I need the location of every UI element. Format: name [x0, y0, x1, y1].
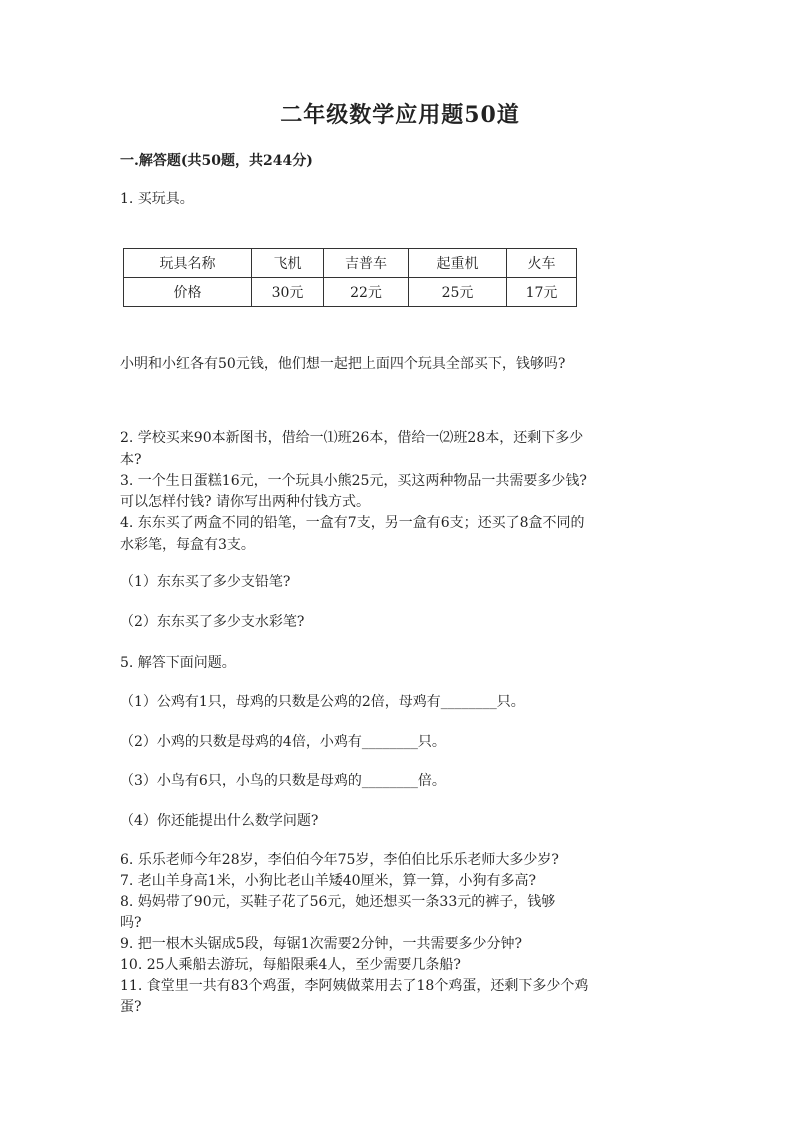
question-6: 6. 乐乐老师今年28岁，李伯伯今年75岁，李伯伯比乐乐老师大多少岁?: [120, 852, 559, 868]
table-cell: 飞机: [252, 249, 324, 278]
question-4-line-2: 水彩笔，每盒有3支。: [120, 537, 255, 553]
question-4-sub-1: （1）东东买了多少支铅笔?: [120, 574, 291, 590]
question-5-intro: 5. 解答下面问题。: [120, 655, 236, 671]
page-title: 二年级数学应用题50道: [280, 102, 520, 128]
section-heading: 一.解答题(共50题，共244分): [120, 153, 313, 169]
question-10: 10. 25人乘船去游玩，每船限乘4人，至少需要几条船?: [120, 957, 461, 973]
table-header-row: [124, 249, 577, 278]
table-cell: 价格: [124, 278, 252, 307]
question-8-line-1: 8. 妈妈带了90元，买鞋子花了56元，她还想买一条33元的裤子，钱够: [120, 894, 556, 910]
question-8-line-2: 吗?: [120, 915, 142, 931]
question-9: 9. 把一根木头锯成5段，每锯1次需要2分钟，一共需要多少分钟?: [120, 936, 523, 952]
question-11-line-1: 11. 食堂里一共有83个鸡蛋，李阿姨做菜用去了18个鸡蛋，还剩下多少个鸡: [120, 978, 589, 994]
table-cell: 吉普车: [324, 249, 409, 278]
table-cell: 22元: [324, 278, 409, 307]
table-cell: 25元: [409, 278, 507, 307]
question-5-sub-4: （4）你还能提出什么数学问题?: [120, 813, 319, 829]
table-cell: 17元: [507, 278, 577, 307]
question-11-line-2: 蛋?: [120, 999, 142, 1015]
question-7: 7. 老山羊身高1米，小狗比老山羊矮40厘米，算一算，小狗有多高?: [120, 873, 537, 889]
question-4-sub-2: （2）东东买了多少支水彩笔?: [120, 614, 305, 630]
question-3-line-2: 可以怎样付钱? 请你写出两种付钱方式。: [120, 494, 370, 510]
question-3-line-1: 3. 一个生日蛋糕16元，一个玩具小熊25元，买这两种物品一共需要多少钱?: [120, 473, 587, 489]
toy-price-table: [123, 248, 577, 307]
table-cell: 30元: [252, 278, 324, 307]
question-5-sub-1: （1）公鸡有1只，母鸡的只数是公鸡的2倍，母鸡有________只。: [120, 694, 525, 710]
question-4-line-1: 4. 东东买了两盒不同的铅笔，一盒有7支，另一盒有6支；还买了8盒不同的: [120, 515, 585, 531]
table-cell: 火车: [507, 249, 577, 278]
table-cell: 起重机: [409, 249, 507, 278]
question-1-text: 小明和小红各有50元钱，他们想一起把上面四个玩具全部买下，钱够吗?: [120, 356, 566, 372]
table-row: [124, 278, 577, 307]
question-5-sub-2: （2）小鸡的只数是母鸡的4倍，小鸡有________只。: [120, 734, 446, 750]
question-5-sub-3: （3）小鸟有6只，小鸟的只数是母鸡的________倍。: [120, 773, 446, 789]
question-2-line-1: 2. 学校买来90本新图书，借给一⑴班26本，借给一⑵班28本，还剩下多少: [120, 430, 584, 446]
question-2-line-2: 本?: [120, 452, 142, 468]
question-1-intro: 1. 买玩具。: [120, 191, 194, 207]
table-cell: 玩具名称: [124, 249, 252, 278]
